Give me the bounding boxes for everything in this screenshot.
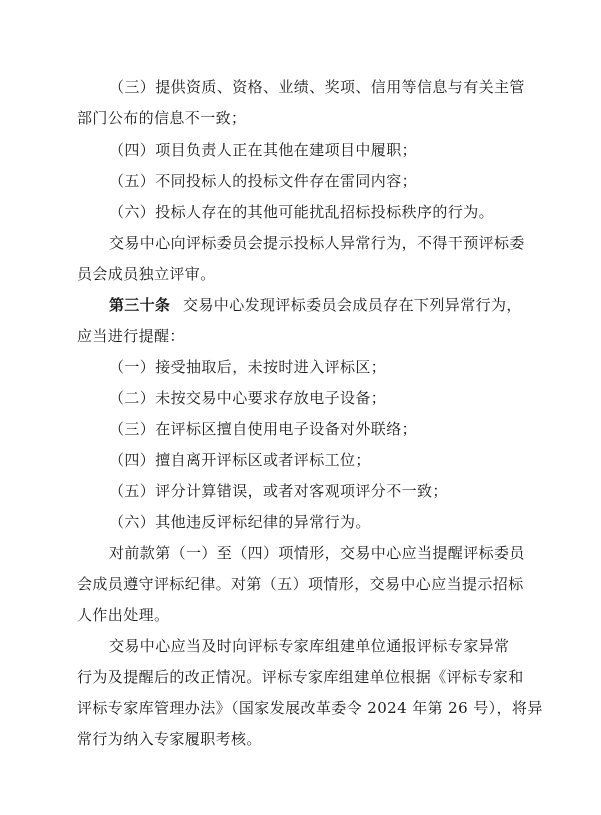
paragraph-line: 交易中心应当及时向评标专家库组建单位通报评标专家异常 bbox=[109, 637, 510, 655]
article-number: 第三十条 bbox=[109, 296, 171, 314]
item-four: （四）项目负责人正在其他在建项目中履职； bbox=[109, 141, 418, 159]
list-item: （五）评分计算错误，或者对客观项评分不一致； bbox=[109, 482, 448, 500]
item-five: （五）不同投标人的投标文件存在雷同内容； bbox=[109, 172, 418, 190]
item-six: （六）投标人存在的其他可能扰乱招标投标秩序的行为。 bbox=[109, 203, 495, 221]
list-item: （四）擅自离开评标区或者评标工位； bbox=[109, 451, 371, 469]
paragraph-line: 对前款第（一）至（四）项情形，交易中心应当提醒评标委员 bbox=[109, 544, 525, 562]
paragraph-line: 常行为纳入专家履职考核。 bbox=[77, 730, 262, 748]
item-three-line-2: 部门公布的信息不一致； bbox=[77, 109, 247, 127]
paragraph-line: 人作出处理。 bbox=[77, 606, 170, 624]
paragraph-line: 行为及提醒后的改正情况。评标专家库组建单位根据《评标专家和 bbox=[77, 668, 524, 686]
article-text-line-2: 应当进行提醒： bbox=[77, 327, 185, 345]
paragraph-line: 交易中心向评标委员会提示投标人异常行为，不得干预评标委 bbox=[109, 234, 525, 252]
paragraph-line: 会成员遵守评标纪律。对第（五）项情形，交易中心应当提示招标 bbox=[77, 575, 524, 593]
item-three-line-1: （三）提供资质、资格、业绩、奖项、信用等信息与有关主管 bbox=[109, 78, 525, 96]
paragraph-line: 评标专家库管理办法》（国家发展改革委令 2024 年第 26 号），将异 bbox=[77, 699, 543, 717]
list-item: （三）在评标区擅自使用电子设备对外联络； bbox=[109, 420, 418, 438]
list-item: （六）其他违反评标纪律的异常行为。 bbox=[109, 513, 371, 531]
list-item: （二）未按交易中心要求存放电子设备； bbox=[109, 389, 387, 407]
list-item: （一）接受抽取后，未按时进入评标区； bbox=[109, 358, 387, 376]
paragraph-line: 员会成员独立评审。 bbox=[77, 265, 216, 283]
article-text-line-1: 交易中心发现评标委员会成员存在下列异常行为， bbox=[183, 296, 522, 314]
